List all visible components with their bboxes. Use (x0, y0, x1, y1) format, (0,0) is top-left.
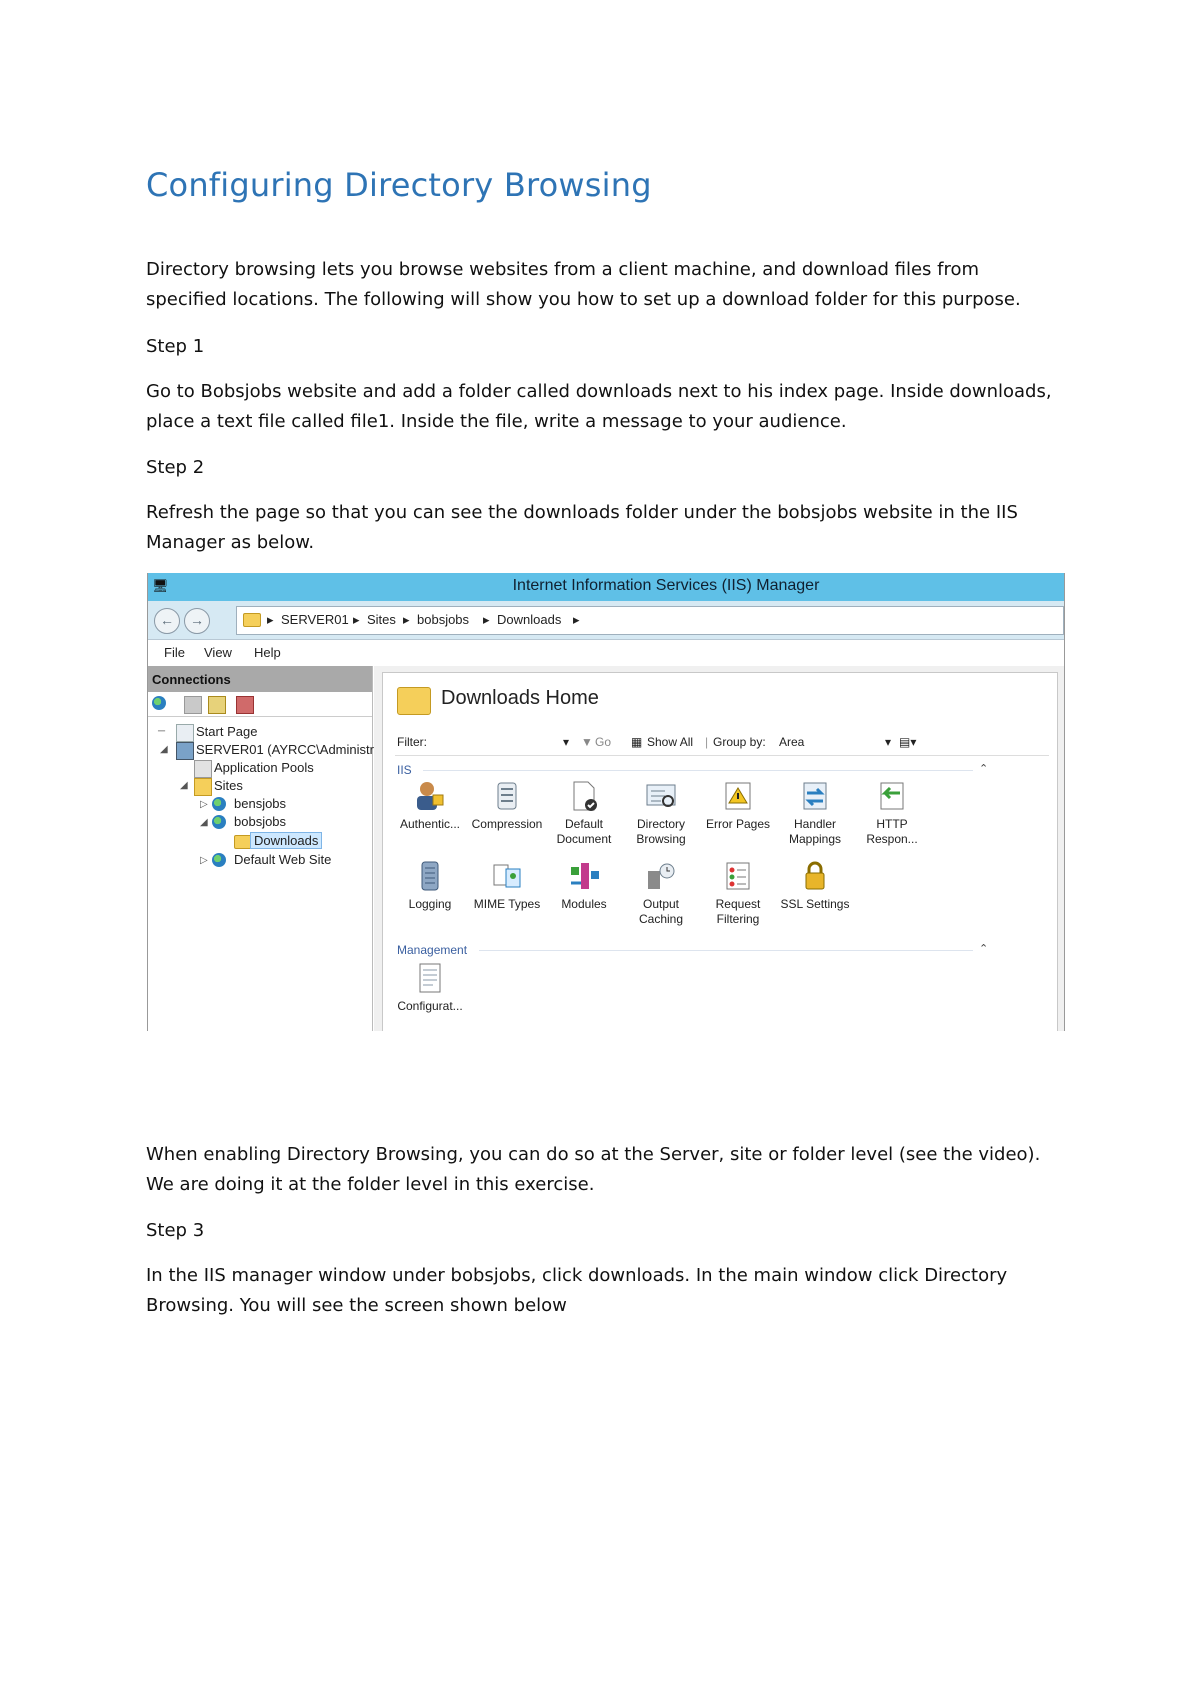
intro-line-1: Directory browsing lets you browse websites from a client machine, and download files from (146, 259, 980, 280)
bobsjobs-globe-icon (212, 815, 226, 829)
feature-label: Error Pages (705, 817, 771, 831)
up-icon[interactable] (208, 696, 226, 714)
feature-error-pages[interactable] (699, 779, 777, 832)
feature-label: Logging (408, 897, 452, 911)
step2-label: Step 2 (146, 457, 205, 478)
step2-line-1: Refresh the page so that you can see the downloads folder under the bobsjobs website in the IIS (146, 502, 1018, 523)
tree-server[interactable]: SERVER01 (AYRCC\Administr (196, 742, 374, 757)
feature-mime-types[interactable] (468, 859, 546, 912)
disconnect-icon[interactable] (236, 696, 254, 714)
configuration-editor-icon (413, 961, 447, 995)
menu-bar (148, 640, 1064, 666)
connect-icon[interactable] (152, 696, 166, 710)
group-by-label: Group by: (713, 735, 766, 749)
breadcrumb-server[interactable]: SERVER01 (281, 612, 349, 627)
feature-directory-browsing[interactable] (622, 779, 700, 847)
bensjobs-globe-icon (212, 797, 226, 811)
tree-downloads[interactable]: Downloads (250, 832, 322, 849)
tree-start-page[interactable]: Start Page (196, 724, 258, 739)
breadcrumb-downloads[interactable]: Downloads (497, 612, 562, 627)
connections-title: Connections (152, 672, 231, 687)
feature-label: Configurat... (397, 999, 463, 1013)
request-filtering-icon (721, 859, 755, 893)
note-line-2: We are doing it at the folder level in this exercise. (146, 1174, 595, 1195)
home-title: Downloads Home (441, 687, 599, 709)
filter-bar: Filter: ▾ ▼ Go ▦ Show All | Group by: Area ▾ ▤▾ (395, 729, 1049, 756)
save-icon[interactable] (184, 696, 202, 714)
section-iis: IIS (397, 763, 412, 777)
start-page-icon (176, 724, 194, 742)
default-site-globe-icon (212, 853, 226, 867)
feature-label: HTTP Respon... (866, 817, 918, 846)
feature-default-document[interactable] (545, 779, 623, 847)
feature-label: Compression (471, 817, 543, 831)
step3-label: Step 3 (146, 1220, 205, 1241)
logging-icon (413, 859, 447, 893)
mime-types-icon (490, 859, 524, 893)
compression-icon (490, 779, 524, 813)
folder-icon (243, 613, 261, 627)
feature-label: Request Filtering (715, 897, 761, 926)
group-by-dropdown-icon[interactable]: ▾ (885, 735, 892, 749)
tree-sites[interactable]: Sites (214, 778, 243, 793)
feature-label: Handler Mappings (788, 817, 842, 846)
expand-default-site-icon[interactable]: ▷ (200, 855, 208, 866)
section-management: Management (397, 943, 468, 957)
features-view (382, 672, 1058, 1031)
menu-help[interactable]: Help (254, 645, 281, 660)
filter-label: Filter: (397, 735, 427, 749)
feature-label: Output Caching (638, 897, 684, 926)
server-icon (176, 742, 194, 760)
go-button[interactable]: Go (595, 735, 612, 749)
feature-label: SSL Settings (780, 897, 850, 911)
intro-line-2: specified locations. The following will show you how to set up a download folder for this purpose. (146, 289, 1021, 310)
directory-browsing-icon (644, 779, 678, 813)
connections-toolbar (148, 692, 372, 717)
feature-handler-mappings[interactable] (776, 779, 854, 847)
ssl-settings-icon (798, 859, 832, 893)
breadcrumb-box[interactable]: ▸ SERVER01 ▸ Sites ▸ bobsjobs ▸ Downloads ▸ (236, 606, 1064, 635)
feature-label: MIME Types (473, 897, 541, 911)
forward-button[interactable]: → (184, 608, 210, 634)
feature-request-filtering[interactable] (699, 859, 777, 927)
feature-modules[interactable] (545, 859, 623, 912)
tree-bobsjobs[interactable]: bobsjobs (234, 814, 287, 829)
tree-app-pools[interactable]: Application Pools (214, 760, 314, 775)
iis-manager-screenshot (147, 573, 1065, 1031)
back-button[interactable]: ← (154, 608, 180, 634)
feature-label: Authentic... (399, 817, 461, 831)
expand-bensjobs-icon[interactable]: ▷ (200, 799, 208, 810)
step3-line-1: In the IIS manager window under bobsjobs, click downloads. In the main window click Directory (146, 1265, 1008, 1286)
iis-app-icon: 🖥 (152, 578, 169, 593)
feature-label: Default Document (556, 817, 612, 846)
window-titlebar (148, 573, 1064, 601)
authentication-icon (413, 779, 447, 813)
expand-bobsjobs-icon[interactable]: ◢ (200, 817, 208, 828)
feature-compression[interactable] (468, 779, 546, 832)
filter-dropdown-icon[interactable]: ▾ (563, 735, 570, 749)
window-title: Internet Information Services (IIS) Manager (512, 577, 820, 594)
connections-pane: Connections ─ Start Page ◢ SERVER01 (AYRCC\Administr Application Pools ◢ Sites ▷ bensjobs ◢ bobsjobs Downloads ▷ Default Web Site (148, 666, 373, 1031)
note-line-1: When enabling Directory Browsing, you can do so at the Server, site or folder level (see the video). (146, 1144, 1041, 1165)
go-icon: ▼ (581, 735, 593, 749)
default-document-icon (567, 779, 601, 813)
feature-authentication[interactable] (391, 779, 469, 832)
page-title: Configuring Directory Browsing (146, 166, 652, 204)
tree-default-web-site[interactable]: Default Web Site (234, 852, 332, 867)
step1-label: Step 1 (146, 336, 205, 357)
view-toggle-icon[interactable]: ▤▾ (899, 735, 917, 749)
group-by-select[interactable]: Area (779, 735, 805, 749)
modules-icon (567, 859, 601, 893)
collapse-iis-icon[interactable]: ⌃ (979, 763, 989, 775)
breadcrumb-sites[interactable]: Sites (367, 612, 396, 627)
app-pools-icon (194, 760, 212, 778)
menu-view[interactable]: View (204, 645, 232, 660)
breadcrumb-bobsjobs[interactable]: bobsjobs (417, 612, 470, 627)
handler-mappings-icon (798, 779, 832, 813)
feature-logging[interactable] (391, 859, 469, 912)
sites-folder-icon (194, 778, 212, 796)
show-all-button[interactable]: Show All (647, 735, 694, 749)
feature-output-caching[interactable] (622, 859, 700, 927)
address-bar (148, 601, 1064, 640)
output-caching-icon (644, 859, 678, 893)
feature-ssl-settings[interactable] (776, 859, 854, 912)
show-all-icon: ▦ (631, 735, 643, 749)
menu-file[interactable]: File (164, 645, 185, 660)
connections-header (148, 666, 372, 692)
tree-bensjobs[interactable]: bensjobs (234, 796, 287, 811)
http-response-icon (875, 779, 909, 813)
feature-label: Modules (561, 897, 607, 911)
step1-line-2: place a text file called file1. Inside the file, write a message to your audience. (146, 411, 847, 432)
step2-line-2: Manager as below. (146, 532, 315, 553)
step3-line-2: Browsing. You will see the screen shown below (146, 1295, 567, 1316)
expand-server-icon[interactable]: ◢ (160, 744, 168, 755)
expand-sites-icon[interactable]: ◢ (180, 780, 188, 791)
feature-configuration-editor[interactable] (391, 961, 469, 1014)
feature-label: Directory Browsing (636, 817, 686, 846)
main-pane (374, 666, 1064, 1031)
downloads-home-folder-icon (397, 687, 431, 715)
feature-http-response[interactable] (853, 779, 931, 847)
step1-line-1: Go to Bobsjobs website and add a folder called downloads next to his index page. Inside downloads, (146, 381, 1052, 402)
error-pages-icon (721, 779, 755, 813)
collapse-management-icon[interactable]: ⌃ (979, 943, 989, 955)
